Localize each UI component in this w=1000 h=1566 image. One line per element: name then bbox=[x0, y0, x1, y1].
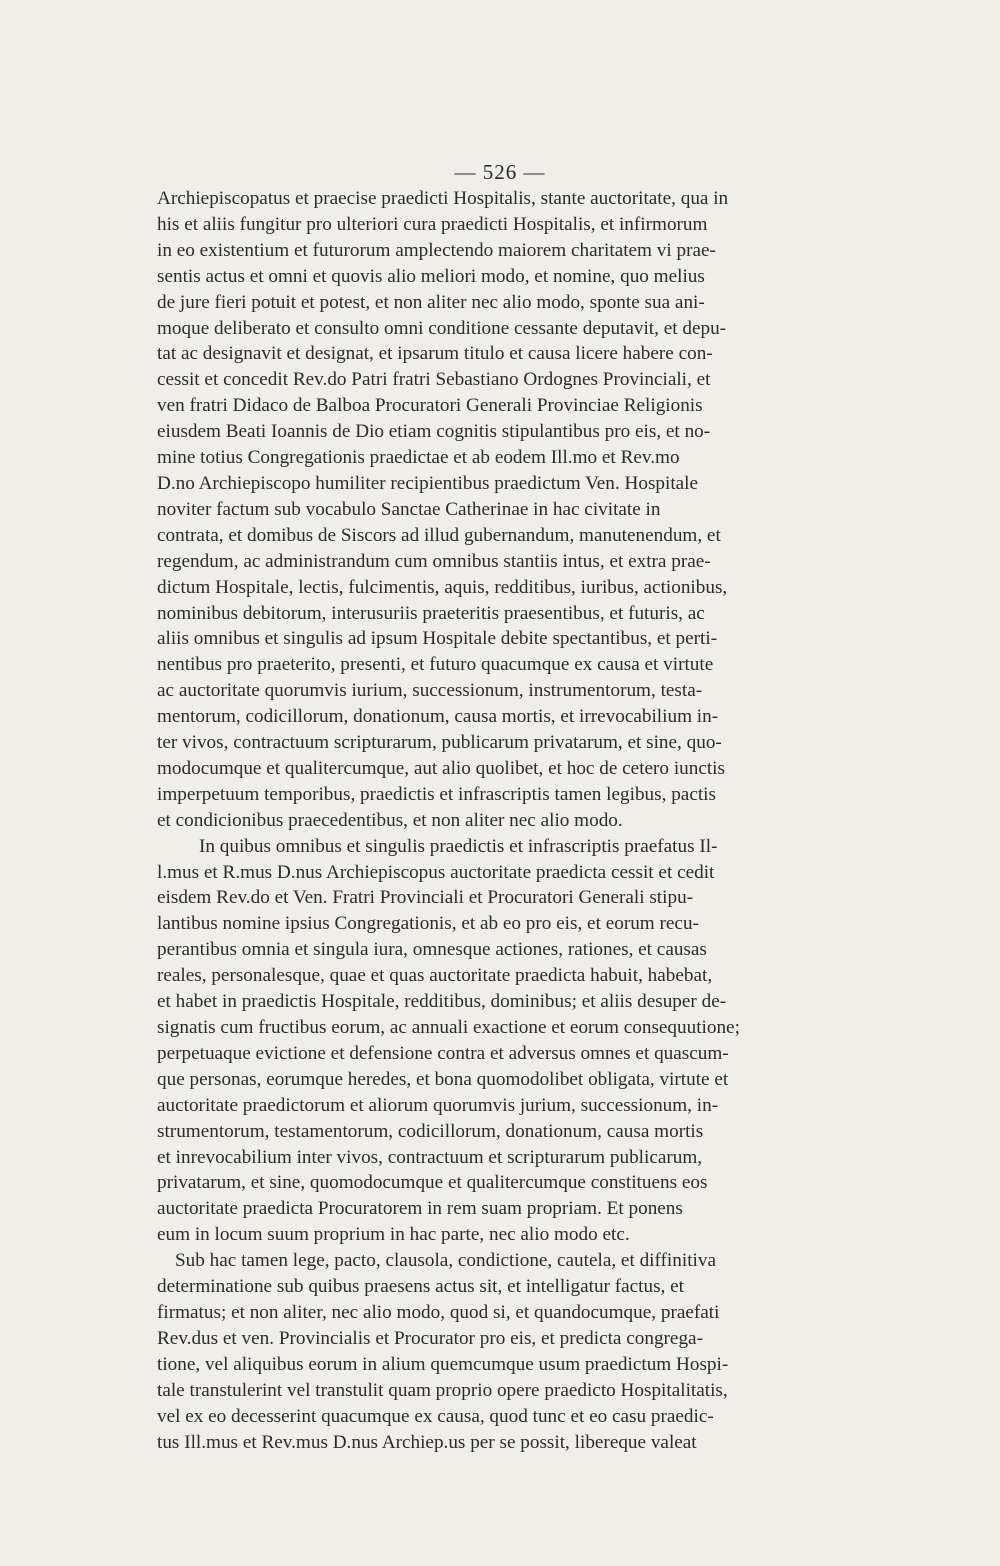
text-line: aliis omnibus et singulis ad ipsum Hospitale debite spectantibus, et perti- bbox=[157, 628, 718, 650]
text-line: firmatus; et non aliter, nec alio modo, quod si, et quandocumque, praefati bbox=[157, 1301, 720, 1323]
text-line: cessit et concedit Rev.do Patri fratri Sebastiano Ordognes Provinciali, et bbox=[157, 369, 711, 391]
text-line: l.mus et R.mus D.nus Archiepiscopus auctoritate praedicta cessit et cedit bbox=[157, 861, 715, 883]
text-line: ac auctoritate quorumvis iurium, successionum, instrumentorum, testa- bbox=[157, 680, 703, 702]
text-line: perantibus omnia et singula iura, omnesque actiones, rationes, et causas bbox=[157, 939, 707, 961]
text-line: eisdem Rev.do et Ven. Fratri Provinciali et Procuratori Generali stipu- bbox=[157, 887, 694, 909]
text-line: in eo existentium et futurorum amplectendo maiorem charitatem vi prae- bbox=[157, 239, 716, 261]
text-line: reales, personalesque, quae et quas auctoritate praedicta habuit, habebat, bbox=[157, 965, 713, 987]
text-line: perpetuaque evictione et defensione contra et adversus omnes et quascum- bbox=[157, 1042, 729, 1064]
text-line: et condicionibus praecedentibus, et non aliter nec alio modo. bbox=[157, 809, 623, 831]
text-line: Rev.dus et ven. Provincialis et Procurator pro eis, et predicta congrega- bbox=[157, 1327, 703, 1349]
text-line: signatis cum fructibus eorum, ac annuali exactione et eorum consequutione; bbox=[157, 1017, 740, 1038]
text-line: imperpetuum temporibus, praedictis et infrascriptis tamen legibus, pactis bbox=[157, 783, 716, 805]
text-line: dictum Hospitale, lectis, fulcimentis, aquis, redditibus, iuribus, actionibus, bbox=[157, 576, 728, 598]
page-number: — 526 — bbox=[454, 160, 546, 184]
text-line: regendum, ac administrandum cum omnibus stantiis intus, et extra prae- bbox=[157, 550, 711, 572]
text-line: que personas, eorumque heredes, et bona quomodolibet obligata, virtute et bbox=[157, 1068, 729, 1090]
text-line: D.no Archiepiscopo humiliter recipientibus praedictum Ven. Hospitale bbox=[157, 472, 699, 494]
text-line: Sub hac tamen lege, pacto, clausola, condictione, cautela, et diffinitiva bbox=[175, 1250, 716, 1272]
text-line: Archiepiscopatus et praecise praedicti Hospitalis, stante auctoritate, qua in bbox=[157, 188, 729, 209]
text-line: vel ex eo decesserint quacumque ex causa, quod tunc et eo casu praedic- bbox=[157, 1405, 714, 1427]
text-line: tale transtulerint vel transtulit quam proprio opere praedicto Hospitalitatis, bbox=[157, 1379, 728, 1401]
text-line: contrata, et domibus de Siscors ad illud gubernandum, manutenendum, et bbox=[157, 524, 721, 546]
text-line: tat ac designavit et designat, et ipsarum titulo et causa licere habere con- bbox=[157, 343, 713, 365]
text-line: his et aliis fungitur pro ulteriori cura praedicti Hospitalis, et infirmorum bbox=[157, 213, 708, 235]
text-line: mentorum, codicillorum, donationum, causa mortis, et irrevocabilium in- bbox=[157, 706, 719, 728]
text-line: et habet in praedictis Hospitale, redditibus, dominibus; et aliis desuper de- bbox=[157, 991, 727, 1013]
body-text bbox=[157, 186, 895, 1455]
text-line: In quibus omnibus et singulis praedictis et infrascriptis praefatus Il- bbox=[199, 835, 718, 857]
text-line: auctoritate praedicta Procuratorem in rem suam propriam. Et ponens bbox=[157, 1198, 683, 1220]
text-line: auctoritate praedictorum et aliorum quorumvis jurium, successionum, in- bbox=[157, 1094, 719, 1116]
text-line: moque deliberato et consulto omni conditione cessante deputavit, et depu- bbox=[157, 317, 727, 339]
text-line: ter vivos, contractuum scripturarum, publicarum privatarum, et sine, quo- bbox=[157, 732, 722, 754]
text-line: et inrevocabilium inter vivos, contractuum et scripturarum publicarum, bbox=[157, 1146, 703, 1168]
text-line: tus Ill.mus et Rev.mus D.nus Archiep.us per se possit, libereque valeat bbox=[157, 1431, 697, 1453]
text-line: eum in locum suum proprium in hac parte, nec alio modo etc. bbox=[157, 1224, 630, 1246]
text-line: eiusdem Beati Ioannis de Dio etiam cognitis stipulantibus pro eis, et no- bbox=[157, 421, 711, 443]
text-line: nentibus pro praeterito, presenti, et futuro quacumque ex causa et virtute bbox=[157, 654, 714, 676]
text-line: modocumque et qualitercumque, aut alio quolibet, et hoc de cetero iunctis bbox=[157, 757, 725, 779]
text-line: determinatione sub quibus praesens actus sit, et intelligatur factus, et bbox=[157, 1276, 684, 1298]
text-line: ven fratri Didaco de Balboa Procuratori Generali Provinciae Religionis bbox=[157, 395, 703, 417]
text-line: strumentorum, testamentorum, codicillorum, donationum, causa mortis bbox=[157, 1120, 704, 1142]
text-line: de jure fieri potuit et potest, et non aliter nec alio modo, sponte sua ani- bbox=[157, 291, 705, 313]
text-line: lantibus nomine ipsius Congregationis, et ab eo pro eis, et eorum recu- bbox=[157, 913, 699, 935]
text-line: mine totius Congregationis praedictae et ab eodem Ill.mo et Rev.mo bbox=[157, 447, 680, 469]
text-line: noviter factum sub vocabulo Sanctae Catherinae in hac civitate in bbox=[157, 498, 661, 520]
text-line: tione, vel aliquibus eorum in alium quemcumque usum praedictum Hospi- bbox=[157, 1353, 729, 1375]
text-line: sentis actus et omni et quovis alio meliori modo, et nomine, quo melius bbox=[157, 265, 705, 287]
text-line: nominibus debitorum, interusuriis praeteritis praesentibus, et futuris, ac bbox=[157, 602, 705, 624]
text-line: privatarum, et sine, quomodocumque et qualitercumque constituens eos bbox=[157, 1172, 708, 1194]
